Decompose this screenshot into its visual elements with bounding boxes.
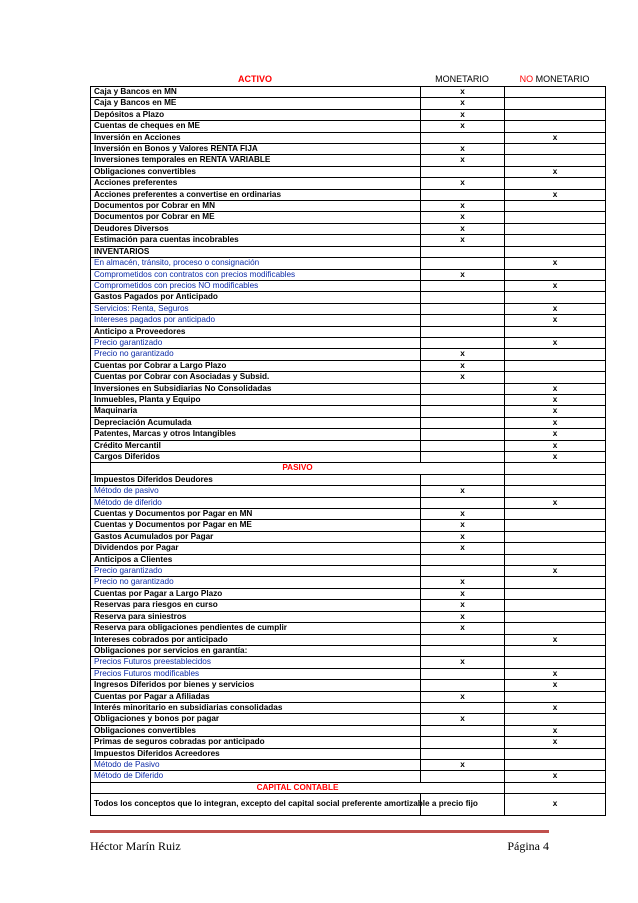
concept-label: Método de pasivo <box>91 486 421 497</box>
no-monetario-cell: x <box>505 337 606 348</box>
concept-label: INVENTARIOS <box>91 246 421 257</box>
no-monetario-cell <box>505 520 606 531</box>
concept-label: Comprometidos con contratos con precios modificables <box>91 269 421 280</box>
monetario-cell <box>421 474 505 485</box>
table-row <box>91 611 606 622</box>
no-monetario-cell: x <box>505 668 606 679</box>
table-row <box>91 737 606 748</box>
no-monetario-cell: x <box>505 315 606 326</box>
table-row <box>91 577 606 588</box>
concept-label: Gastos Pagados por Anticipado <box>91 292 421 303</box>
table-row <box>91 668 606 679</box>
table-row <box>91 759 606 770</box>
table-row <box>91 417 606 428</box>
monetario-cell <box>421 737 505 748</box>
concept-label: Anticipo a Proveedores <box>91 326 421 337</box>
concept-label: Cargos Diferidos <box>91 452 421 463</box>
monetario-cell <box>421 725 505 736</box>
monetario-cell <box>421 634 505 645</box>
monetario-cell: x <box>421 691 505 702</box>
concept-label: Cuentas por Pagar a Largo Plazo <box>91 588 421 599</box>
monetario-cell: x <box>421 87 505 98</box>
no-monetario-cell <box>505 509 606 520</box>
concept-label: Precio garantizado <box>91 566 421 577</box>
table-row <box>91 223 606 234</box>
table-row <box>91 714 606 725</box>
concept-label: Anticipos a Clientes <box>91 554 421 565</box>
table-row <box>91 87 606 98</box>
table-row <box>91 543 606 554</box>
monetario-cell: x <box>421 121 505 132</box>
no-monetario-cell <box>505 360 606 371</box>
table-row <box>91 109 606 120</box>
table-row <box>91 748 606 759</box>
monetario-cell: x <box>421 543 505 554</box>
table-row <box>91 189 606 200</box>
concept-label: En almacén, tránsito, proceso o consignación <box>91 258 421 269</box>
table-row <box>91 509 606 520</box>
concept-label: Acciones preferentes <box>91 178 421 189</box>
concept-label: Cuentas y Documentos por Pagar en ME <box>91 520 421 531</box>
no-monetario-cell: x <box>505 429 606 440</box>
concept-label: Gastos Acumulados por Pagar <box>91 531 421 542</box>
table-row <box>91 680 606 691</box>
monetario-cell <box>421 292 505 303</box>
monetario-cell: x <box>421 657 505 668</box>
concept-label: Comprometidos con precios NO modificables <box>91 280 421 291</box>
monetario-cell <box>421 554 505 565</box>
no-monetario-cell: x <box>505 132 606 143</box>
no-monetario-cell <box>505 201 606 212</box>
table-row <box>91 520 606 531</box>
concept-label: Inmuebles, Planta y Equipo <box>91 394 421 405</box>
monetario-cell <box>421 668 505 679</box>
concept-label: Depreciación Acumulada <box>91 417 421 428</box>
table-row <box>91 440 606 451</box>
monetario-cell <box>421 280 505 291</box>
monetario-cell: x <box>421 235 505 246</box>
no-monetario-cell <box>505 748 606 759</box>
table-row <box>91 337 606 348</box>
table-row <box>91 497 606 508</box>
monetario-cell: x <box>421 269 505 280</box>
monetario-cell <box>421 303 505 314</box>
monetario-cell <box>421 337 505 348</box>
no-monetario-heading <box>504 74 605 84</box>
no-monetario-cell <box>505 223 606 234</box>
concept-label: Obligaciones por servicios en garantía: <box>91 645 421 656</box>
no-monetario-cell <box>505 600 606 611</box>
monetario-cell: x <box>421 714 505 725</box>
concept-label: Inversiones en Subsidiarias No Consolidadas <box>91 383 421 394</box>
table-row <box>91 201 606 212</box>
no-monetario-cell <box>505 269 606 280</box>
monetario-cell: x <box>421 212 505 223</box>
concept-label: Primas de seguros cobradas por anticipado <box>91 737 421 748</box>
no-monetario-cell: x <box>505 737 606 748</box>
concept-label: Inversiones temporales en RENTA VARIABLE <box>91 155 421 166</box>
concept-label: Precio no garantizado <box>91 349 421 360</box>
no-monetario-cell <box>505 212 606 223</box>
concept-label: Patentes, Marcas y otros Intangibles <box>91 429 421 440</box>
no-monetario-cell <box>505 155 606 166</box>
monetario-cell <box>421 326 505 337</box>
monetario-cell: x <box>421 201 505 212</box>
table-row <box>91 144 606 155</box>
monetario-cell <box>421 497 505 508</box>
table-row <box>91 132 606 143</box>
monetario-cell: x <box>421 360 505 371</box>
no-monetario-cell: x <box>505 702 606 713</box>
monetario-cell <box>421 440 505 451</box>
no-monetario-cell <box>505 121 606 132</box>
no-prefix: NO <box>519 74 534 84</box>
concept-label: Obligaciones convertibles <box>91 166 421 177</box>
no-monetario-cell <box>505 543 606 554</box>
concept-label: Obligaciones y bonos por pagar <box>91 714 421 725</box>
concept-label: Servicios: Renta, Seguros <box>91 303 421 314</box>
monetario-cell: x <box>421 509 505 520</box>
monetario-cell <box>421 132 505 143</box>
concept-label: Método de diferido <box>91 497 421 508</box>
monetario-cell: x <box>421 178 505 189</box>
no-monetario-cell <box>505 645 606 656</box>
monetario-cell <box>421 417 505 428</box>
concept-label: Documentos por Cobrar en MN <box>91 201 421 212</box>
table-row <box>91 657 606 668</box>
concept-label: Crédito Mercantil <box>91 440 421 451</box>
concept-label: Reserva para siniestros <box>91 611 421 622</box>
monetario-heading: MONETARIO <box>435 74 489 84</box>
table-row <box>91 326 606 337</box>
table-row <box>91 725 606 736</box>
concept-label: Método de Diferido <box>91 771 421 782</box>
monetario-cell <box>421 645 505 656</box>
no-monetario-cell: x <box>505 497 606 508</box>
concept-label: Precio garantizado <box>91 337 421 348</box>
table-row <box>91 702 606 713</box>
table-row <box>91 246 606 257</box>
monetario-cell: x <box>421 486 505 497</box>
no-monetario-cell <box>505 782 606 793</box>
no-monetario-cell <box>505 235 606 246</box>
table-row <box>91 429 606 440</box>
concept-label: Método de Pasivo <box>91 759 421 770</box>
no-monetario-cell <box>505 144 606 155</box>
footer-author: Héctor Marín Ruiz <box>90 839 181 853</box>
no-monetario-cell <box>505 611 606 622</box>
table-row <box>91 566 606 577</box>
concept-label: Inversión en Bonos y Valores RENTA FIJA <box>91 144 421 155</box>
concept-label: Intereses cobrados por anticipado <box>91 634 421 645</box>
monetario-cell <box>421 166 505 177</box>
no-monetario-cell: x <box>505 280 606 291</box>
table-row <box>91 258 606 269</box>
concept-label: Cuentas por Pagar a Afiliadas <box>91 691 421 702</box>
no-monetario-cell: x <box>505 303 606 314</box>
table-row <box>91 280 606 291</box>
concept-label: Precios Futuros modificables <box>91 668 421 679</box>
no-monetario-cell <box>505 349 606 360</box>
monetario-cell: x <box>421 109 505 120</box>
concept-label: Reserva para obligaciones pendientes de cumplir <box>91 623 421 634</box>
table-row <box>91 212 606 223</box>
monetario-cell <box>421 680 505 691</box>
concept-label: Cuentas y Documentos por Pagar en MN <box>91 509 421 520</box>
table-row <box>91 600 606 611</box>
monetario-cell: x <box>421 600 505 611</box>
monetario-cell <box>421 394 505 405</box>
monetario-cell <box>421 429 505 440</box>
no-monetario-cell <box>505 588 606 599</box>
no-monetario-rest: MONETARIO <box>533 74 590 84</box>
activo-heading: ACTIVO <box>237 74 272 84</box>
table-row <box>91 794 606 816</box>
monetario-cell <box>421 406 505 417</box>
concept-label: Obligaciones convertibles <box>91 725 421 736</box>
no-monetario-cell <box>505 87 606 98</box>
no-monetario-cell: x <box>505 166 606 177</box>
monetario-cell: x <box>421 531 505 542</box>
section-heading: PASIVO <box>91 463 505 474</box>
no-monetario-cell <box>505 372 606 383</box>
concept-label: Acciones preferentes a convertise en ordinarias <box>91 189 421 200</box>
table-row <box>91 771 606 782</box>
monetario-cell: x <box>421 98 505 109</box>
monetario-cell <box>421 189 505 200</box>
no-monetario-cell: x <box>505 383 606 394</box>
no-monetario-cell <box>505 554 606 565</box>
no-monetario-cell: x <box>505 634 606 645</box>
footer-rule <box>90 830 549 833</box>
concept-label: Inversión en Acciones <box>91 132 421 143</box>
no-monetario-cell <box>505 486 606 497</box>
concept-label: Depósitos a Plazo <box>91 109 421 120</box>
monetario-cell <box>421 246 505 257</box>
table-row <box>91 634 606 645</box>
monetario-cell <box>421 315 505 326</box>
no-monetario-cell <box>505 292 606 303</box>
table-row <box>91 554 606 565</box>
no-monetario-cell: x <box>505 680 606 691</box>
table-row <box>91 303 606 314</box>
table-row <box>91 372 606 383</box>
concept-label: Documentos por Cobrar en ME <box>91 212 421 223</box>
concept-label: Caja y Bancos en MN <box>91 87 421 98</box>
monetario-cell <box>421 566 505 577</box>
table-row <box>91 166 606 177</box>
no-monetario-cell: x <box>505 725 606 736</box>
section-heading: CAPITAL CONTABLE <box>91 782 505 793</box>
no-monetario-cell: x <box>505 189 606 200</box>
no-monetario-cell <box>505 98 606 109</box>
table-row <box>91 383 606 394</box>
no-monetario-cell: x <box>505 258 606 269</box>
concept-label: Maquinaria <box>91 406 421 417</box>
table-row <box>91 155 606 166</box>
classification-table-body <box>91 87 606 816</box>
no-monetario-cell <box>505 246 606 257</box>
monetario-cell: x <box>421 759 505 770</box>
monetario-cell: x <box>421 223 505 234</box>
no-monetario-cell <box>505 474 606 485</box>
table-row <box>91 782 606 793</box>
no-monetario-cell <box>505 178 606 189</box>
concept-label: Deudores Diversos <box>91 223 421 234</box>
concept-label: Caja y Bancos en ME <box>91 98 421 109</box>
no-monetario-cell <box>505 657 606 668</box>
monetario-cell: x <box>421 588 505 599</box>
table-row <box>91 394 606 405</box>
table-row <box>91 98 606 109</box>
monetario-cell: x <box>421 623 505 634</box>
no-monetario-cell <box>505 326 606 337</box>
table-row <box>91 406 606 417</box>
monetario-cell <box>421 771 505 782</box>
concept-label: Cuentas de cheques en ME <box>91 121 421 132</box>
table-row <box>91 452 606 463</box>
monetario-cell: x <box>421 520 505 531</box>
no-monetario-cell: x <box>505 394 606 405</box>
table-row <box>91 360 606 371</box>
table-header <box>90 74 605 86</box>
concept-label: Impuestos Diferidos Acreedores <box>91 748 421 759</box>
monetario-cell: x <box>421 611 505 622</box>
no-monetario-cell: x <box>505 406 606 417</box>
table-row <box>91 292 606 303</box>
no-monetario-cell <box>505 531 606 542</box>
no-monetario-cell <box>505 109 606 120</box>
table-row <box>91 645 606 656</box>
table-row <box>91 474 606 485</box>
table-row <box>91 486 606 497</box>
no-monetario-cell: x <box>505 771 606 782</box>
table-row <box>91 588 606 599</box>
table-row <box>91 531 606 542</box>
monetario-cell: x <box>421 372 505 383</box>
concept-label: Cuentas por Cobrar a Largo Plazo <box>91 360 421 371</box>
concept-label: Precios Futuros preestablecidos <box>91 657 421 668</box>
no-monetario-cell: x <box>505 794 606 816</box>
concept-label: Estimación para cuentas incobrables <box>91 235 421 246</box>
concept-label: Intereses pagados por anticipado <box>91 315 421 326</box>
footer-page-number: Página 4 <box>507 839 549 853</box>
concept-label: Interés minoritario en subsidiarias consolidadas <box>91 702 421 713</box>
table-row <box>91 623 606 634</box>
monetario-cell <box>421 452 505 463</box>
table-row <box>91 315 606 326</box>
no-monetario-cell <box>505 577 606 588</box>
no-monetario-cell <box>505 714 606 725</box>
table-row <box>91 235 606 246</box>
table-row <box>91 691 606 702</box>
table-row <box>91 121 606 132</box>
no-monetario-cell <box>505 623 606 634</box>
concept-label: Reservas para riesgos en curso <box>91 600 421 611</box>
monetario-cell <box>421 748 505 759</box>
concept-label: Impuestos Diferidos Deudores <box>91 474 421 485</box>
concept-label: Precio no garantizado <box>91 577 421 588</box>
classification-table <box>90 86 606 816</box>
no-monetario-cell: x <box>505 452 606 463</box>
concept-label: Ingresos Diferidos por bienes y servicios <box>91 680 421 691</box>
no-monetario-cell <box>505 691 606 702</box>
no-monetario-cell: x <box>505 566 606 577</box>
table-row <box>91 349 606 360</box>
monetario-cell <box>421 702 505 713</box>
concept-label: Dividendos por Pagar <box>91 543 421 554</box>
concept-label: Todos los conceptos que lo integran, excepto del capital social preferente amortizable a precio fijo <box>91 794 421 816</box>
monetario-cell: x <box>421 349 505 360</box>
no-monetario-cell: x <box>505 417 606 428</box>
monetario-cell <box>421 258 505 269</box>
no-monetario-cell <box>505 463 606 474</box>
monetario-cell: x <box>421 144 505 155</box>
no-monetario-cell: x <box>505 440 606 451</box>
monetario-cell: x <box>421 577 505 588</box>
no-monetario-cell <box>505 759 606 770</box>
monetario-cell: x <box>421 155 505 166</box>
table-row <box>91 178 606 189</box>
monetario-cell <box>421 383 505 394</box>
concept-label: Cuentas por Cobrar con Asociadas y Subsid. <box>91 372 421 383</box>
table-row <box>91 463 606 474</box>
table-row <box>91 269 606 280</box>
